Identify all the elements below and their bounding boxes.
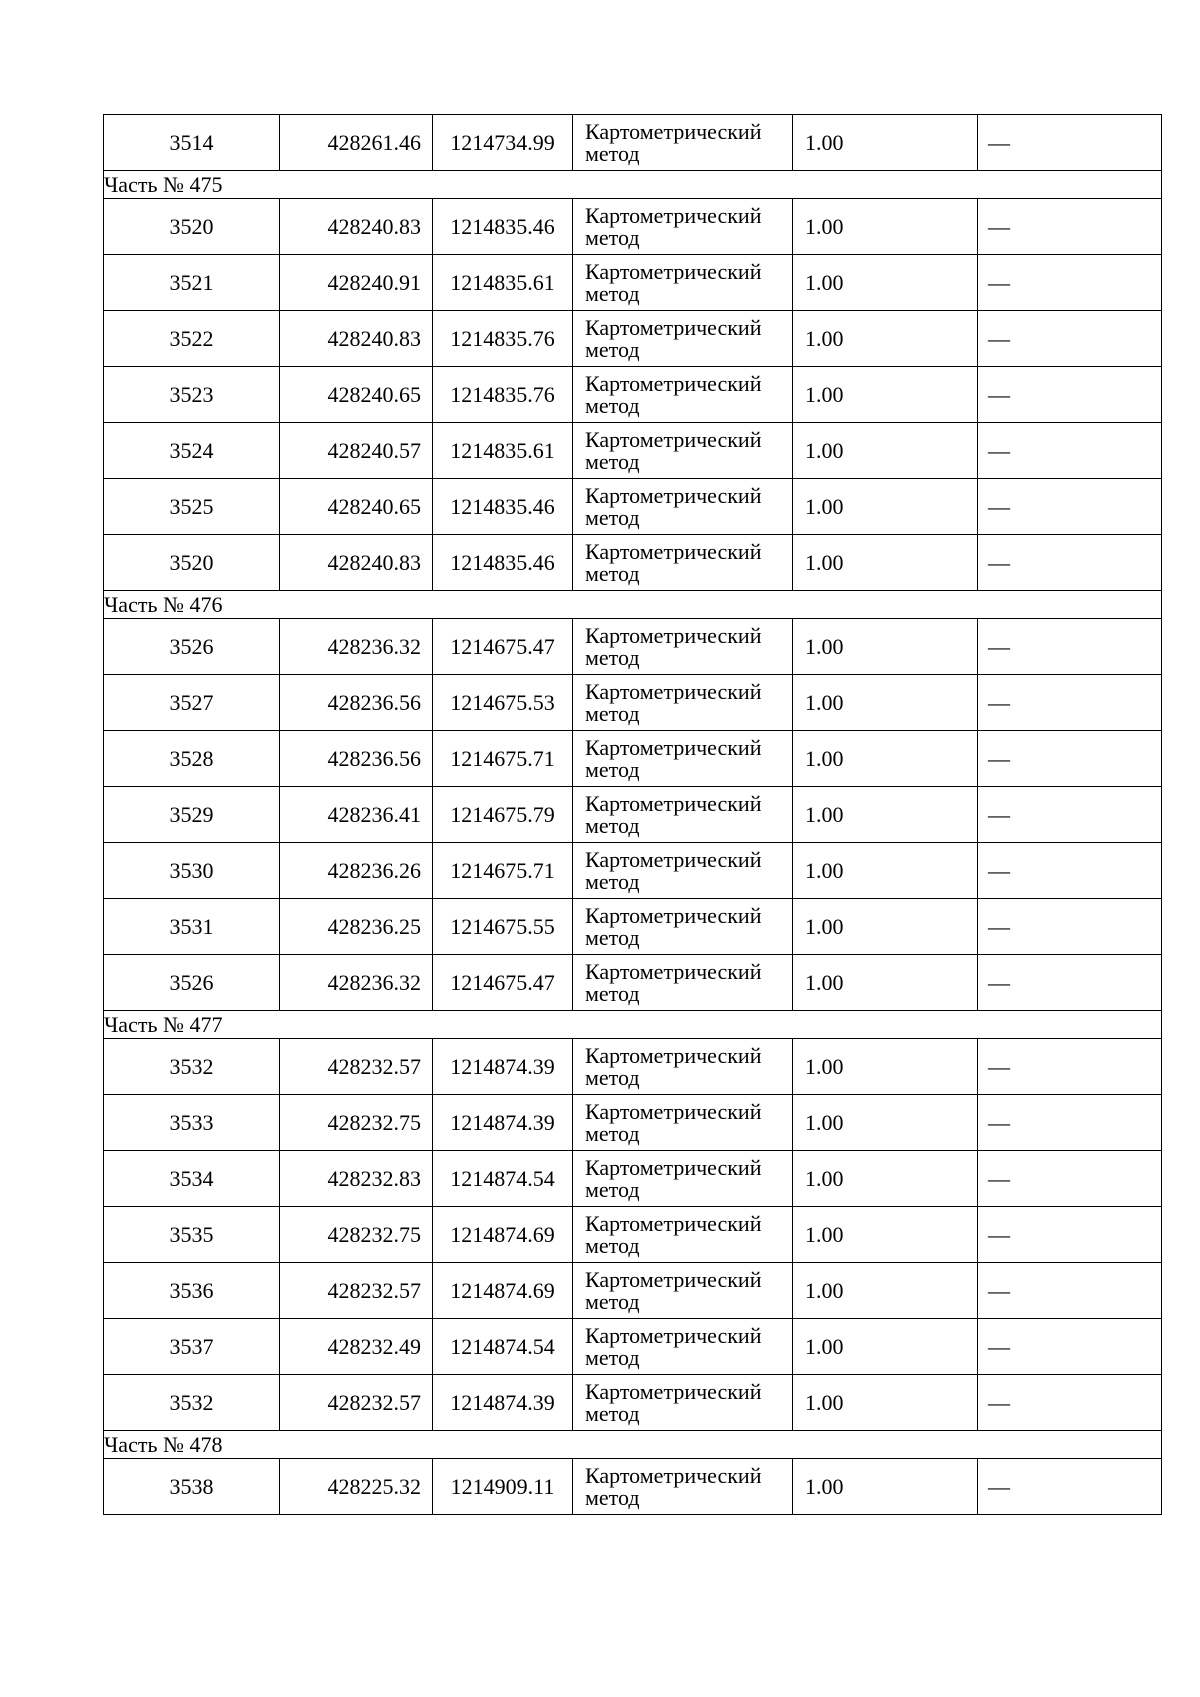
point-number-cell: 3520 [104,199,280,255]
method-line-1: Картометрический [585,1462,762,1488]
description-cell [978,255,1162,311]
table-row [104,619,1162,675]
method-cell [573,1151,793,1207]
method-line-2: метод [585,140,640,166]
point-number-cell: 3526 [104,619,280,675]
method-line-1: Картометрический [585,482,762,508]
x-coordinate-cell: 428232.57 [280,1039,433,1095]
point-number-cell: 3536 [104,1263,280,1319]
point-number-cell: 3538 [104,1459,280,1515]
y-coordinate-cell: 1214835.46 [433,535,573,591]
method-line-1: Картометрический [585,1378,762,1404]
method-cell [573,1095,793,1151]
point-number-cell: 3527 [104,675,280,731]
table-row [104,311,1162,367]
method-line-2: метод [585,1232,640,1258]
table-row [104,1263,1162,1319]
accuracy-cell: 1.00 [793,1207,978,1263]
description-cell [978,1207,1162,1263]
method-cell [573,311,793,367]
method-cell [573,115,793,171]
description-cell [978,367,1162,423]
method-cell [573,675,793,731]
point-number-cell: 3520 [104,535,280,591]
point-number-cell: 3537 [104,1319,280,1375]
method-line-2: метод [585,980,640,1006]
accuracy-cell: 1.00 [793,255,978,311]
dash-value: — [988,745,1010,771]
dash-value: — [988,437,1010,463]
method-cell [573,1375,793,1431]
table-row [104,1151,1162,1207]
method-line-1: Картометрический [585,314,762,340]
x-coordinate-cell: 428240.83 [280,535,433,591]
accuracy-cell: 1.00 [793,1459,978,1515]
x-coordinate-cell: 428236.32 [280,955,433,1011]
point-number-cell: 3523 [104,367,280,423]
coordinates-table-body [104,115,1162,1515]
part-label: Часть № 475 [104,171,1162,199]
method-line-1: Картометрический [585,118,762,144]
method-line-1: Картометрический [585,538,762,564]
method-cell [573,843,793,899]
table-row [104,255,1162,311]
y-coordinate-cell: 1214874.54 [433,1319,573,1375]
method-cell [573,899,793,955]
method-line-1: Картометрический [585,846,762,872]
y-coordinate-cell: 1214734.99 [433,115,573,171]
x-coordinate-cell: 428232.49 [280,1319,433,1375]
description-cell [978,479,1162,535]
accuracy-cell: 1.00 [793,1095,978,1151]
description-cell [978,899,1162,955]
description-cell [978,1459,1162,1515]
x-coordinate-cell: 428240.65 [280,367,433,423]
point-number-cell: 3526 [104,955,280,1011]
description-cell [978,535,1162,591]
method-line-2: метод [585,504,640,530]
table-row [104,535,1162,591]
y-coordinate-cell: 1214675.53 [433,675,573,731]
method-cell [573,1319,793,1375]
method-line-2: метод [585,448,640,474]
point-number-cell: 3535 [104,1207,280,1263]
accuracy-cell: 1.00 [793,311,978,367]
dash-value: — [988,1333,1010,1359]
method-line-2: метод [585,700,640,726]
accuracy-cell: 1.00 [793,899,978,955]
table-row [104,731,1162,787]
dash-value: — [988,801,1010,827]
description-cell [978,955,1162,1011]
method-line-1: Картометрический [585,622,762,648]
method-line-2: метод [585,392,640,418]
point-number-cell: 3525 [104,479,280,535]
method-line-2: метод [585,1484,640,1510]
method-line-1: Картометрический [585,1098,762,1124]
point-number-cell: 3521 [104,255,280,311]
point-number-cell: 3528 [104,731,280,787]
point-number-cell: 3532 [104,1039,280,1095]
accuracy-cell: 1.00 [793,731,978,787]
description-cell [978,1263,1162,1319]
y-coordinate-cell: 1214675.79 [433,787,573,843]
x-coordinate-cell: 428236.25 [280,899,433,955]
method-line-1: Картометрический [585,258,762,284]
point-number-cell: 3534 [104,1151,280,1207]
table-row [104,1459,1162,1515]
method-line-2: метод [585,560,640,586]
description-cell [978,1151,1162,1207]
description-cell [978,1095,1162,1151]
accuracy-cell: 1.00 [793,423,978,479]
dash-value: — [988,325,1010,351]
y-coordinate-cell: 1214835.61 [433,255,573,311]
y-coordinate-cell: 1214874.69 [433,1207,573,1263]
part-label: Часть № 476 [104,591,1162,619]
dash-value: — [988,1109,1010,1135]
x-coordinate-cell: 428240.65 [280,479,433,535]
y-coordinate-cell: 1214835.76 [433,311,573,367]
accuracy-cell: 1.00 [793,479,978,535]
method-cell [573,1039,793,1095]
table-row [104,115,1162,171]
description-cell [978,731,1162,787]
dash-value: — [988,1165,1010,1191]
x-coordinate-cell: 428240.83 [280,311,433,367]
x-coordinate-cell: 428232.83 [280,1151,433,1207]
accuracy-cell: 1.00 [793,955,978,1011]
y-coordinate-cell: 1214874.39 [433,1039,573,1095]
method-line-1: Картометрический [585,426,762,452]
description-cell [978,1319,1162,1375]
x-coordinate-cell: 428232.57 [280,1263,433,1319]
description-cell [978,1375,1162,1431]
accuracy-cell: 1.00 [793,843,978,899]
point-number-cell: 3522 [104,311,280,367]
method-line-2: метод [585,1064,640,1090]
dash-value: — [988,1389,1010,1415]
description-cell [978,1039,1162,1095]
point-number-cell: 3530 [104,843,280,899]
y-coordinate-cell: 1214675.71 [433,731,573,787]
table-row [104,1319,1162,1375]
table-row [104,899,1162,955]
y-coordinate-cell: 1214675.71 [433,843,573,899]
x-coordinate-cell: 428232.75 [280,1207,433,1263]
dash-value: — [988,689,1010,715]
method-cell [573,1263,793,1319]
method-line-1: Картометрический [585,370,762,396]
table-row [104,199,1162,255]
y-coordinate-cell: 1214675.55 [433,899,573,955]
y-coordinate-cell: 1214675.47 [433,619,573,675]
x-coordinate-cell: 428261.46 [280,115,433,171]
point-number-cell: 3531 [104,899,280,955]
y-coordinate-cell: 1214909.11 [433,1459,573,1515]
method-line-2: метод [585,1344,640,1370]
method-line-2: метод [585,1400,640,1426]
accuracy-cell: 1.00 [793,535,978,591]
y-coordinate-cell: 1214874.39 [433,1095,573,1151]
accuracy-cell: 1.00 [793,199,978,255]
table-row [104,1207,1162,1263]
part-label: Часть № 478 [104,1431,1162,1459]
table-row [104,787,1162,843]
table-row [104,955,1162,1011]
dash-value: — [988,1221,1010,1247]
dash-value: — [988,1053,1010,1079]
method-line-1: Картометрический [585,902,762,928]
description-cell [978,199,1162,255]
y-coordinate-cell: 1214835.61 [433,423,573,479]
accuracy-cell: 1.00 [793,619,978,675]
x-coordinate-cell: 428225.32 [280,1459,433,1515]
method-line-1: Картометрический [585,202,762,228]
y-coordinate-cell: 1214874.69 [433,1263,573,1319]
accuracy-cell: 1.00 [793,1039,978,1095]
description-cell [978,115,1162,171]
x-coordinate-cell: 428232.57 [280,1375,433,1431]
method-cell [573,955,793,1011]
method-cell [573,535,793,591]
method-line-1: Картометрический [585,1322,762,1348]
part-header-row [104,591,1162,619]
y-coordinate-cell: 1214874.39 [433,1375,573,1431]
dash-value: — [988,913,1010,939]
method-line-1: Картометрический [585,790,762,816]
x-coordinate-cell: 428236.56 [280,731,433,787]
method-line-2: метод [585,336,640,362]
dash-value: — [988,269,1010,295]
accuracy-cell: 1.00 [793,1151,978,1207]
method-cell [573,1459,793,1515]
description-cell [978,423,1162,479]
description-cell [978,311,1162,367]
dash-value: — [988,1277,1010,1303]
table-row [104,367,1162,423]
point-number-cell: 3529 [104,787,280,843]
method-cell [573,199,793,255]
method-line-1: Картометрический [585,1210,762,1236]
accuracy-cell: 1.00 [793,1375,978,1431]
point-number-cell: 3524 [104,423,280,479]
y-coordinate-cell: 1214874.54 [433,1151,573,1207]
dash-value: — [988,129,1010,155]
method-cell [573,619,793,675]
dash-value: — [988,969,1010,995]
x-coordinate-cell: 428236.26 [280,843,433,899]
table-row [104,1375,1162,1431]
dash-value: — [988,633,1010,659]
description-cell [978,843,1162,899]
description-cell [978,675,1162,731]
coordinates-table [103,114,1162,1515]
method-cell [573,367,793,423]
method-cell [573,787,793,843]
x-coordinate-cell: 428240.83 [280,199,433,255]
part-header-row [104,171,1162,199]
method-cell [573,423,793,479]
dash-value: — [988,381,1010,407]
x-coordinate-cell: 428236.41 [280,787,433,843]
method-line-2: метод [585,812,640,838]
dash-value: — [988,213,1010,239]
description-cell [978,787,1162,843]
method-cell [573,255,793,311]
accuracy-cell: 1.00 [793,367,978,423]
point-number-cell: 3532 [104,1375,280,1431]
part-header-row [104,1011,1162,1039]
method-cell [573,731,793,787]
method-line-1: Картометрический [585,1154,762,1180]
table-row [104,675,1162,731]
method-cell [573,479,793,535]
dash-value: — [988,549,1010,575]
accuracy-cell: 1.00 [793,1263,978,1319]
method-line-2: метод [585,280,640,306]
accuracy-cell: 1.00 [793,1319,978,1375]
accuracy-cell: 1.00 [793,115,978,171]
table-row [104,1039,1162,1095]
point-number-cell: 3514 [104,115,280,171]
y-coordinate-cell: 1214835.46 [433,479,573,535]
accuracy-cell: 1.00 [793,675,978,731]
x-coordinate-cell: 428232.75 [280,1095,433,1151]
x-coordinate-cell: 428236.32 [280,619,433,675]
method-line-2: метод [585,1176,640,1202]
part-label: Часть № 477 [104,1011,1162,1039]
method-line-1: Картометрический [585,1266,762,1292]
method-line-1: Картометрический [585,678,762,704]
method-line-2: метод [585,868,640,894]
method-line-2: метод [585,924,640,950]
y-coordinate-cell: 1214835.46 [433,199,573,255]
method-line-2: метод [585,1288,640,1314]
method-line-1: Картометрический [585,958,762,984]
method-line-2: метод [585,644,640,670]
x-coordinate-cell: 428240.91 [280,255,433,311]
table-row [104,843,1162,899]
dash-value: — [988,857,1010,883]
method-cell [573,1207,793,1263]
table-row [104,423,1162,479]
method-line-2: метод [585,756,640,782]
y-coordinate-cell: 1214835.76 [433,367,573,423]
part-header-row [104,1431,1162,1459]
accuracy-cell: 1.00 [793,787,978,843]
method-line-1: Картометрический [585,1042,762,1068]
dash-value: — [988,493,1010,519]
table-row [104,479,1162,535]
description-cell [978,619,1162,675]
x-coordinate-cell: 428240.57 [280,423,433,479]
x-coordinate-cell: 428236.56 [280,675,433,731]
method-line-1: Картометрический [585,734,762,760]
y-coordinate-cell: 1214675.47 [433,955,573,1011]
table-row [104,1095,1162,1151]
dash-value: — [988,1473,1010,1499]
method-line-2: метод [585,224,640,250]
method-line-2: метод [585,1120,640,1146]
point-number-cell: 3533 [104,1095,280,1151]
